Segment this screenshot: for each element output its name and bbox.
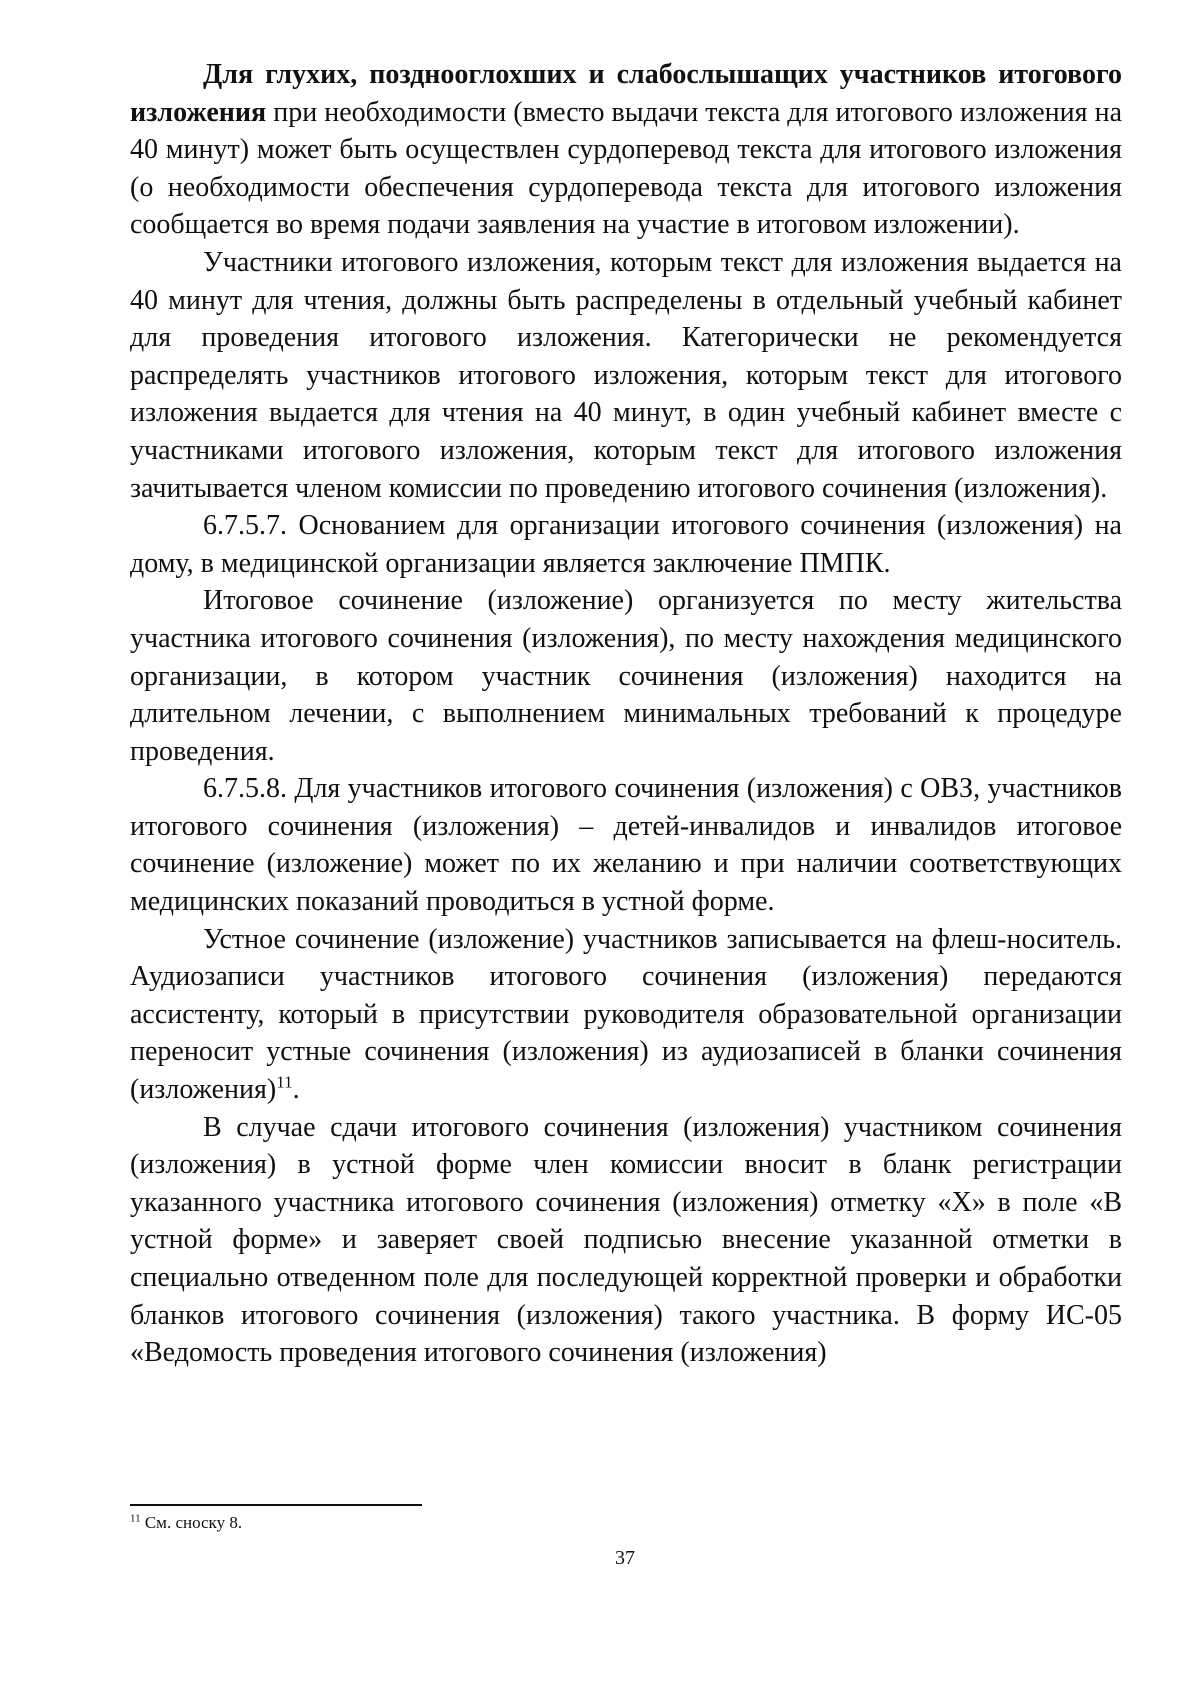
paragraph-separate-classroom: Участники итогового изложения, которым текст для изложения выдается на 40 минут для чтения, должны быть распределены в отдельный учебный кабинет для проведения итогового изложения. Категорически не рекомендуется распределять участников итогового изложения, которым текст для итогового изложения выдается для чтения на 40 минут, в один учебный кабинет вместе с участниками итогового изложения, которым текст для итогового изложения зачитывается членом комиссии по проведению итогового сочинения (изложения). [130, 246, 1122, 504]
bold-lead-phrase: Для глухих, позднооглохших и слабослышащих участников итогового изложения [130, 59, 1122, 128]
paragraph-6-7-5-7: 6.7.5.7. Основанием для организации итогового сочинения (изложения) на дому, в медицинской организации является заключение ПМПК. [130, 510, 1122, 579]
footnote-separator [130, 1504, 422, 1506]
paragraph-6-7-5-8: 6.7.5.8. Для участников итогового сочинения (изложения) с ОВЗ, участников итогового сочинения (изложения) – детей-инвалидов и инвалидов итоговое сочинение (изложение) может по их желанию и при наличии соответствующих медицинских показаний проводиться в устной форме. [130, 773, 1122, 918]
footnote-reference[interactable]: 11 [276, 1072, 293, 1092]
body-text [130, 56, 1122, 1372]
paragraph-end: . [292, 1074, 300, 1106]
paragraph-home-organization: Итоговое сочинение (изложение) организуется по месту жительства участника итогового сочинения (изложения), по месту нахождения медицинского организации, в котором участник сочинения (изложения) находится на длительном лечении, с выполнением минимальных требований к процедуре проведения. [130, 585, 1122, 767]
page-number: 37 [615, 1547, 635, 1569]
paragraph-text: при необходимости (вместо выдачи текста для итогового изложения на 40 минут) может быть осуществлен сурдоперевод текста для итогового изложения (о необходимости обеспечения сурдоперевода текста для итогового изложения сообщается во время подачи заявления на участие в итоговом изложении). [130, 96, 1122, 241]
paragraph-oral-essay [130, 921, 1122, 1109]
paragraph-text: Устное сочинение (изложение) участников записывается на флеш-носитель. Аудиозаписи участников итогового сочинения (изложения) передаются ассистенту, который в присутствии руководителя образовательной организации переносит устные сочинения (изложения) из аудиозаписей в бланки сочинения (изложения) [130, 923, 1122, 1106]
footnote-text: См. сноску 8. [140, 1513, 243, 1532]
paragraph-oral-form-mark: В случае сдачи итогового сочинения (изложения) участником сочинения (изложения) в устной форме член комиссии вносит в бланк регистрации указанного участника итогового сочинения (изложения) отметку «Х» в поле «В устной форме» и заверяет своей подписью внесение указанной отметки в специально отведенном поле для последующей корректной проверки и обработки бланков итогового сочинения (изложения) такого участника. В форму ИС-05 «Ведомость проведения итогового сочинения (изложения) [130, 1111, 1122, 1369]
footnote [130, 1512, 930, 1534]
footnote-number: 11 [130, 1512, 141, 1525]
paragraph-hearing-impaired [130, 56, 1122, 244]
